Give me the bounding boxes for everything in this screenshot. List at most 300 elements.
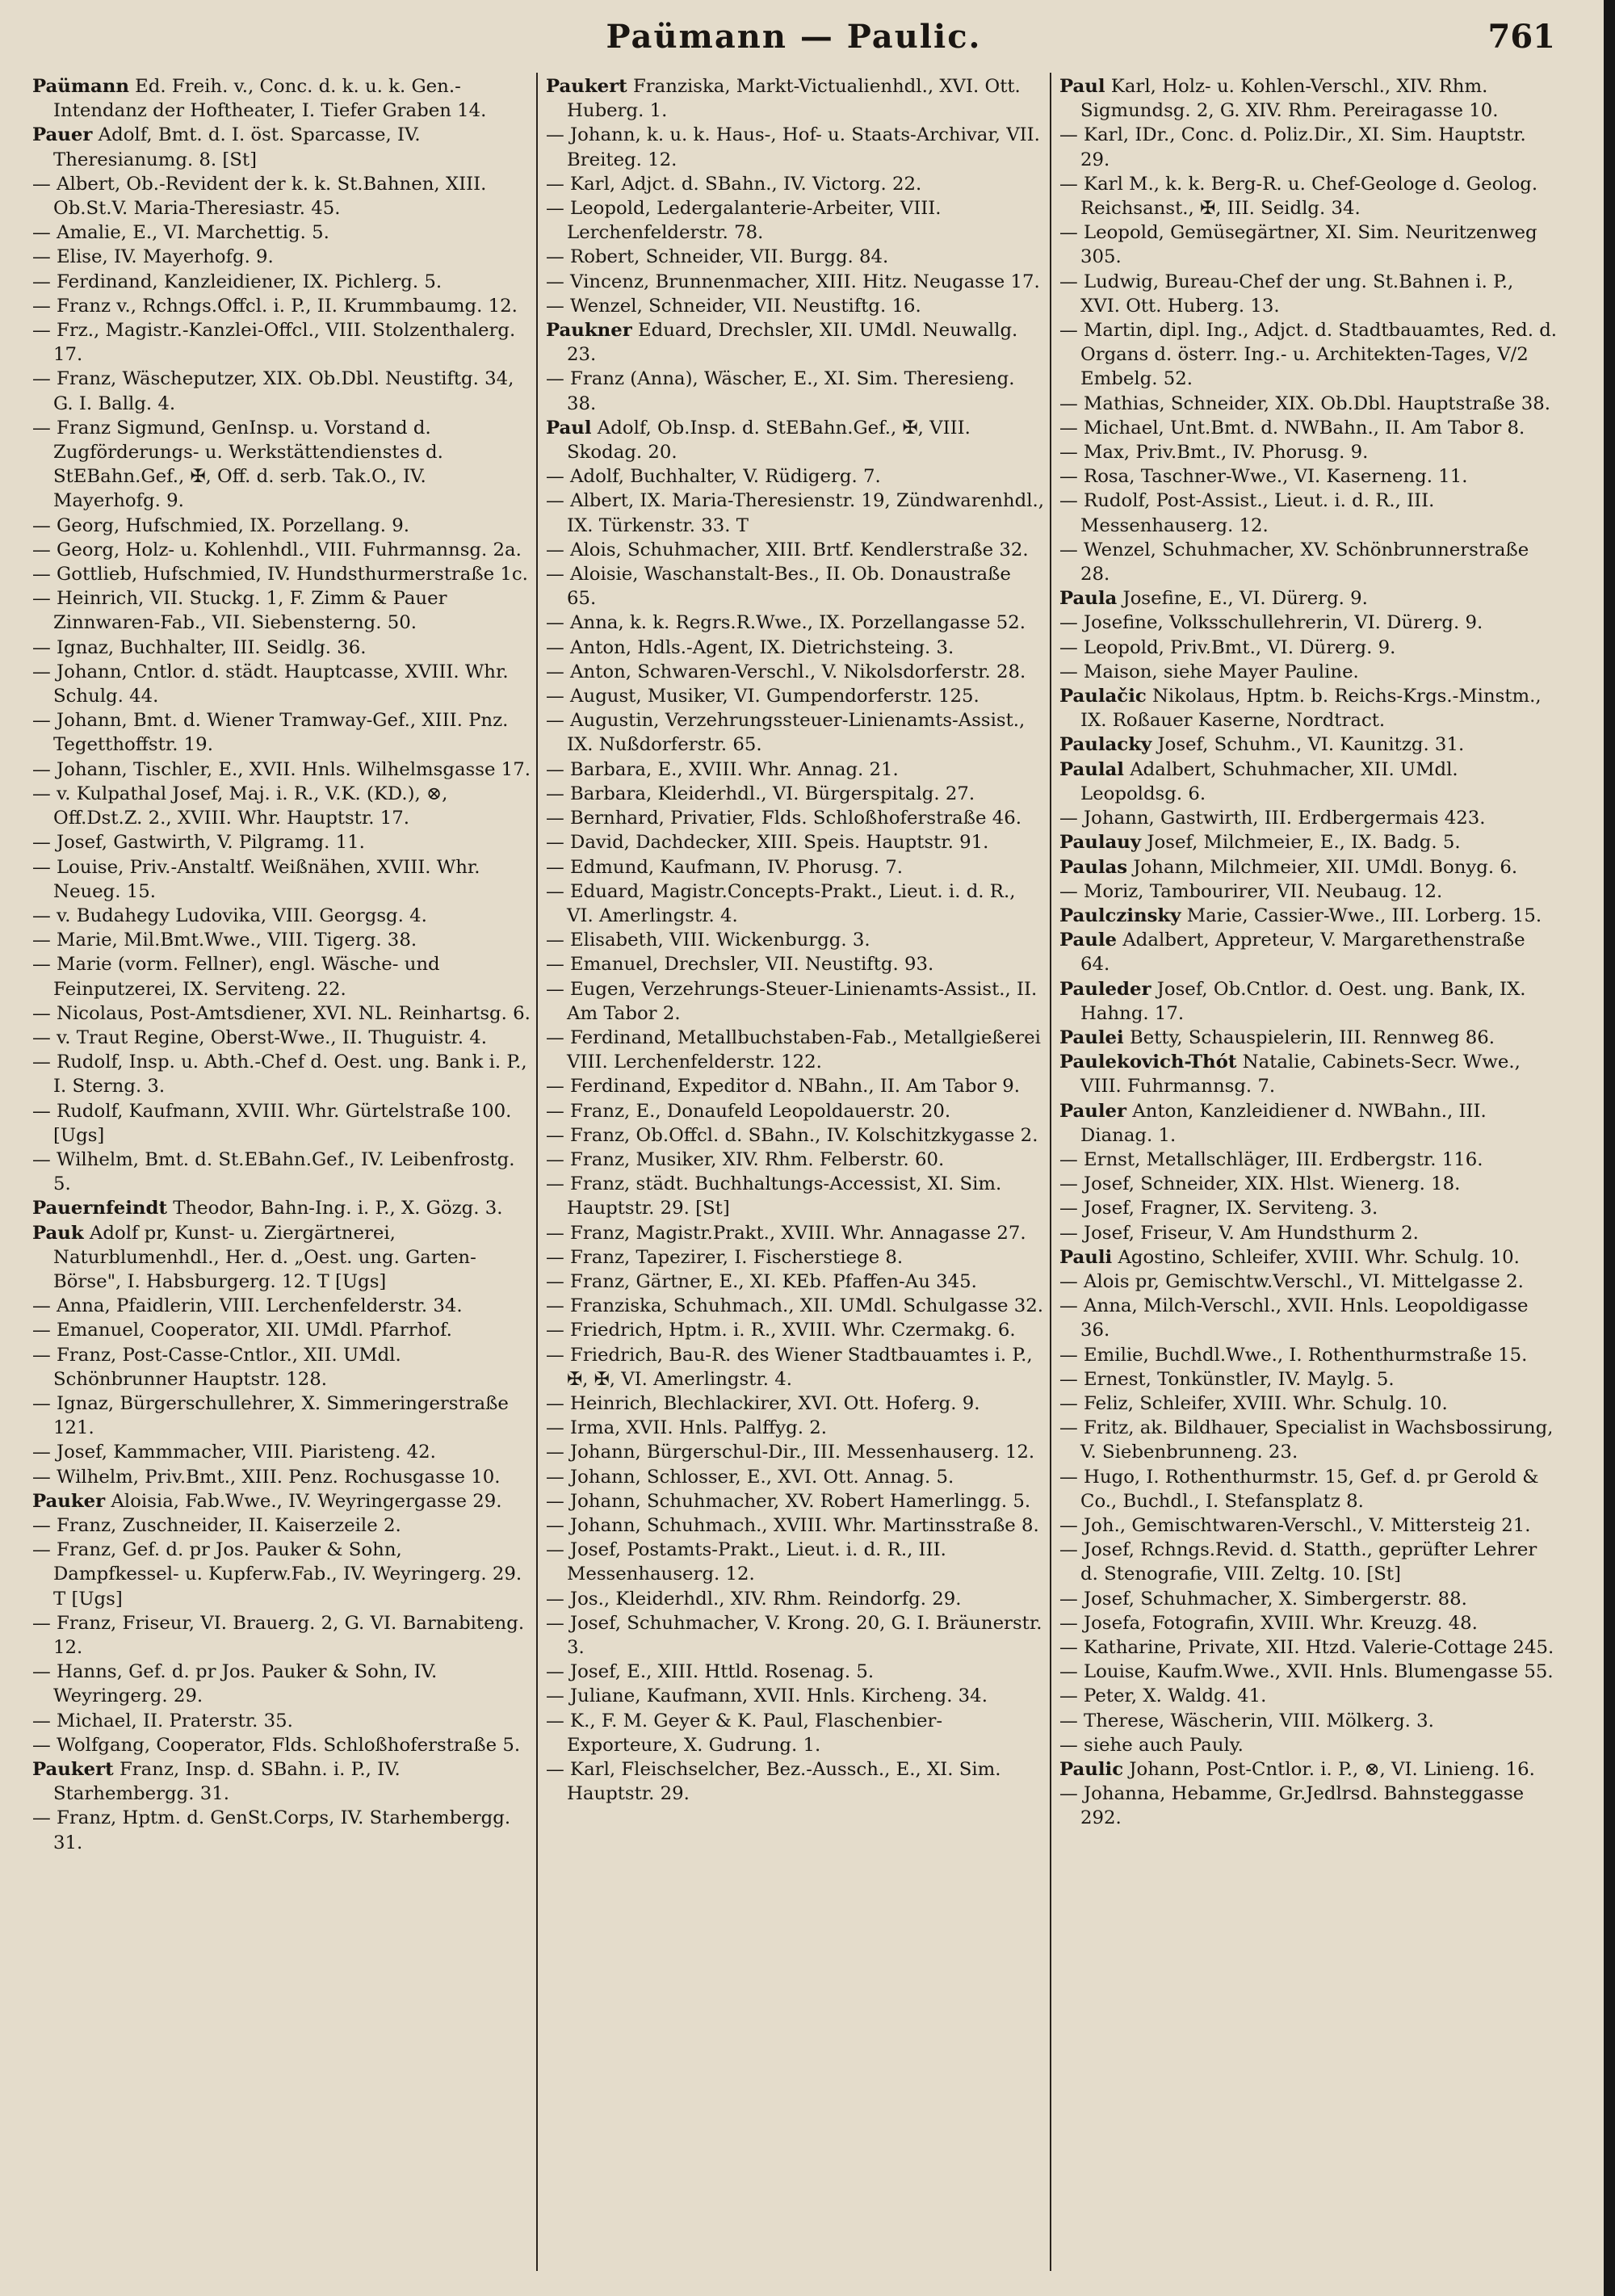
directory-entry [32, 1757, 531, 1806]
directory-entry [1059, 660, 1558, 684]
directory-entry [546, 1465, 1045, 1489]
entry-details: — Michael, Unt.Bmt. d. NWBahn., II. Am Tabor 8. [1059, 417, 1525, 439]
directory-entry [32, 1196, 531, 1220]
directory-entry [1059, 318, 1558, 392]
directory-entry [32, 1709, 531, 1733]
entry-details: — Karl, Adjct. d. SBahn., IV. Victorg. 22. [546, 173, 922, 195]
directory-entry [1059, 977, 1558, 1026]
entry-details: — Robert, Schneider, VII. Burgg. 84. [546, 246, 889, 268]
directory-entry [546, 1611, 1045, 1660]
directory-entry [546, 1123, 1045, 1148]
entry-details: — Karl, IDr., Conc. d. Poliz.Dir., XI. Sim. Hauptstr. 29. [1059, 124, 1526, 170]
column-left [32, 74, 531, 2279]
entry-surname: Paulauy [1059, 832, 1142, 854]
entry-surname: Pauler [1059, 1100, 1127, 1122]
directory-entry [1059, 1416, 1558, 1464]
entry-details: — Franz, Gärtner, E., XI. KEb. Pfaffen-Au 345. [546, 1270, 977, 1292]
directory-entry [1059, 732, 1558, 757]
directory-entry [546, 1587, 1045, 1611]
entry-details: — Josef, Kammmacher, VIII. Piaristeng. 42. [32, 1442, 436, 1463]
entry-details: — Leopold, Gemüsegärtner, XI. Sim. Neuritzenweg 305. [1059, 222, 1537, 268]
entry-details: Josefine, E., VI. Dürerg. 9. [1117, 588, 1368, 610]
directory-entry [32, 270, 531, 294]
directory-entry [32, 367, 531, 415]
directory-entry [32, 1026, 531, 1050]
entry-details: — Franz, Post-Casse-Cntlor., XII. UMdl. Schönbrunner Hauptstr. 128. [32, 1344, 401, 1390]
directory-entry [546, 367, 1045, 415]
entry-details: — Franz, Wäscheputzer, XIX. Ob.Dbl. Neustiftg. 34, G. I. Ballg. 4. [32, 368, 514, 414]
directory-entry [1059, 1245, 1558, 1270]
directory-entry [32, 782, 531, 830]
entry-details: — Ernest, Tonkünstler, IV. Maylg. 5. [1059, 1368, 1395, 1390]
entry-surname: Paukert [546, 76, 627, 97]
directory-entry [546, 977, 1045, 1026]
directory-entry [1059, 489, 1558, 537]
entry-details: Ed. Freih. v., Conc. d. k. u. k. Gen.-Intendanz der Hoftheater, I. Tiefer Graben 14. [53, 76, 487, 122]
directory-entry [546, 782, 1045, 806]
entry-details: — Johann, k. u. k. Haus-, Hof- u. Staats-Archivar, VII. Breiteg. 12. [546, 124, 1040, 170]
entry-details: — Eduard, Magistr.Concepts-Prakt., Lieut. i. d. R., VI. Amerlingstr. 4. [546, 880, 1016, 926]
directory-entry [32, 1465, 531, 1489]
entry-details: — Wolfgang, Cooperator, Flds. Schloßhoferstraße 5. [32, 1734, 521, 1756]
directory-entry [546, 879, 1045, 928]
entry-details: — Wenzel, Schneider, VII. Neustiftg. 16. [546, 295, 921, 317]
entry-details: — Anton, Schwaren-Verschl., V. Nikolsdorferstr. 28. [546, 661, 1026, 682]
entry-details: — v. Kulpathal Josef, Maj. i. R., V.K. (KD.), ⊗, Off.Dst.Z. 2., XVIII. Whr. Hauptstr. 17. [32, 783, 448, 829]
directory-entry [546, 562, 1045, 611]
entry-details: — Rudolf, Kaufmann, XVIII. Whr. Gürtelstraße 100. [Ugs] [32, 1100, 512, 1146]
entry-details: Agostino, Schleifer, XVIII. Whr. Schulg. 10. [1112, 1246, 1520, 1268]
entry-details: — Josef, Schuhmacher, X. Simbergerstr. 88. [1059, 1588, 1467, 1610]
entry-details: — Josef, Postamts-Prakt., Lieut. i. d. R., III. Messenhauserg. 12. [546, 1539, 946, 1585]
entry-details: — Franz Sigmund, GenInsp. u. Vorstand d. Zugförderungs- u. Werkstättendienstes d. StEBahn.Gef., ✠, Off. d. serb. Tak.O., IV. Mayerhofg. 9. [32, 417, 443, 512]
entry-details: — Maison, siehe Mayer Pauline. [1059, 661, 1359, 682]
directory-entry [546, 1148, 1045, 1172]
directory-entry [32, 294, 531, 318]
directory-entry [1059, 1757, 1558, 1782]
directory-entry [546, 1318, 1045, 1342]
entry-details: — Johanna, Hebamme, Gr.Jedlrsd. Bahnsteggasse 292. [1059, 1783, 1525, 1829]
entry-details: — Johann, Schuhmacher, XV. Robert Hamerlingg. 5. [546, 1490, 1031, 1512]
entry-details: — Anna, k. k. Regrs.R.Wwe., IX. Porzellangasse 52. [546, 612, 1026, 634]
entry-details: — Anton, Hdls.-Agent, IX. Dietrichsteing. 3. [546, 636, 954, 658]
entry-surname: Paulei [1059, 1026, 1124, 1048]
directory-entry [546, 830, 1045, 854]
directory-entry [32, 1148, 531, 1196]
directory-entry [546, 855, 1045, 879]
entry-details: — Johann, Bürgerschul-Dir., III. Messenhauserg. 12. [546, 1442, 1035, 1463]
directory-entry [546, 611, 1045, 635]
entry-details: — Franz, Ob.Offcl. d. SBahn., IV. Kolschitzkygasse 2. [546, 1124, 1038, 1146]
entry-details: — Wilhelm, Priv.Bmt., XIII. Penz. Rochusgasse 10. [32, 1466, 501, 1488]
directory-entry [32, 1343, 531, 1391]
directory-entry [546, 74, 1045, 123]
entry-details: Adalbert, Appreteur, V. Margarethenstraße 64. [1080, 930, 1525, 976]
directory-entry [1059, 1513, 1558, 1538]
entry-details: — Bernhard, Privatier, Flds. Schloßhoferstraße 46. [546, 808, 1021, 829]
entry-details: — Alois pr, Gemischtw.Verschl., VI. Mittelgasse 2. [1059, 1270, 1524, 1292]
entry-details: — Franz, E., Donaufeld Leopoldauerstr. 20. [546, 1100, 951, 1122]
entry-details: — Peter, X. Waldg. 41. [1059, 1685, 1267, 1707]
entry-details: — Max, Priv.Bmt., IV. Phorusg. 9. [1059, 442, 1369, 464]
directory-entry [32, 538, 531, 562]
entry-details: Nikolaus, Hptm. b. Reichs-Krgs.-Minstm., IX. Roßauer Kaserne, Nordtract. [1080, 686, 1542, 732]
entry-surname: Paulekovich-Thót [1059, 1051, 1237, 1073]
entry-details: — Josefine, Volksschullehrerin, VI. Dürerg. 9. [1059, 612, 1483, 634]
directory-entry [1059, 1391, 1558, 1416]
entry-details: — Elise, IV. Mayerhofg. 9. [32, 246, 274, 268]
directory-entry [546, 1270, 1045, 1294]
entry-details: — Georg, Holz- u. Kohlenhdl., VIII. Fuhrmannsg. 2a. [32, 539, 522, 560]
entry-details: — Ferdinand, Metallbuchstaben-Fab., Metallgießerei VIII. Lerchenfelderstr. 122. [546, 1026, 1041, 1073]
directory-entry [546, 318, 1045, 367]
directory-entry [546, 270, 1045, 294]
entry-details: — Rudolf, Post-Assist., Lieut. i. d. R., III. Messenhauserg. 12. [1059, 490, 1435, 536]
directory-entry [1059, 1050, 1558, 1098]
directory-entry [32, 562, 531, 586]
entry-details: Natalie, Cabinets-Secr. Wwe., VIII. Fuhrmannsg. 7. [1080, 1051, 1521, 1098]
entry-details: — Friedrich, Hptm. i. R., XVIII. Whr. Czermakg. 6. [546, 1320, 1016, 1341]
entry-details: — Emilie, Buchdl.Wwe., I. Rothenthurmstraße 15. [1059, 1344, 1528, 1366]
directory-entry [32, 708, 531, 757]
entry-surname: Paukner [546, 320, 632, 342]
directory-entry [32, 318, 531, 367]
entry-details: — Georg, Hufschmied, IX. Porzellang. 9. [32, 514, 410, 536]
entry-surname: Pauernfeindt [32, 1198, 167, 1219]
entry-details: — Anna, Milch-Verschl., XVII. Hnls. Leopoldigasse 36. [1059, 1295, 1529, 1341]
directory-entry [32, 904, 531, 928]
entry-details: — Josef, E., XIII. Httld. Rosenag. 5. [546, 1661, 875, 1683]
directory-entry [546, 806, 1045, 830]
directory-entry [546, 1294, 1045, 1318]
entry-details: — Jos., Kleiderhdl., XIV. Rhm. Reindorfg. 29. [546, 1588, 962, 1610]
directory-entry [32, 660, 531, 708]
entry-details: — Frz., Magistr.-Kanzlei-Offcl., VIII. Stolzenthalerg. 17. [32, 320, 516, 366]
directory-entry [1059, 904, 1558, 928]
directory-entry [32, 220, 531, 245]
entry-details: Josef, Milchmeier, E., IX. Badg. 5. [1141, 832, 1461, 854]
directory-entry [1059, 806, 1558, 830]
directory-entry [1059, 1635, 1558, 1660]
entry-details: — Franz v., Rchngs.Offcl. i. P., II. Krummbaumg. 12. [32, 295, 518, 317]
directory-entry [1059, 830, 1558, 854]
entry-details: Karl, Holz- u. Kohlen-Verschl., XIV. Rhm. Sigmundsg. 2, G. XIV. Rhm. Pereiragasse 10. [1080, 76, 1499, 122]
entry-details: Adalbert, Schuhmacher, XII. UMdl. Leopoldsg. 6. [1080, 758, 1458, 804]
entry-details: — Heinrich, Blechlackirer, XVI. Ott. Hoferg. 9. [546, 1392, 980, 1414]
entry-details: — Franz, Gef. d. pr Jos. Pauker & Sohn, Dampfkessel- u. Kupferw.Fab., IV. Weyringerg. 29. T [Ugs] [32, 1539, 522, 1610]
directory-entry [546, 1172, 1045, 1220]
directory-entry [1059, 1733, 1558, 1757]
entry-details: — Franz, städt. Buchhaltungs-Accessist, XI. Sim. Hauptstr. 29. [St] [546, 1173, 1002, 1219]
directory-entry [546, 416, 1045, 464]
entry-surname: Pauer [32, 124, 93, 146]
entry-details: — Franz, Friseur, VI. Brauerg. 2, G. VI. Barnabiteng. 12. [32, 1612, 525, 1658]
entry-details: Adolf pr, Kunst- u. Ziergärtnerei, Naturblumenhdl., Her. d. „Oest. ung. Garten-Börse", I. Habsburgerg. 12. T [Ugs] [53, 1222, 476, 1292]
directory-entry [1059, 1587, 1558, 1611]
page-title: Paümann — Paulic. [606, 18, 982, 56]
entry-details: — Franz, Hptm. d. GenSt.Corps, IV. Starhembergg. 31. [32, 1807, 511, 1853]
entry-details: Josef, Schuhm., VI. Kaunitzg. 31. [1151, 734, 1465, 756]
entry-details: — Irma, XVII. Hnls. Palffyg. 2. [546, 1417, 827, 1439]
entry-details: Johann, Milchmeier, XII. UMdl. Bonyg. 6. [1127, 856, 1518, 878]
entry-details: — Mathias, Schneider, XIX. Ob.Dbl. Hauptstraße 38. [1059, 392, 1551, 414]
directory-entry [546, 1513, 1045, 1538]
directory-entry [1059, 464, 1558, 489]
entry-details: — Josef, Rchngs.Revid. d. Statth., geprüfter Lehrer d. Stenografie, VIII. Zeltg. 10. [St] [1059, 1539, 1537, 1585]
entry-details: — Rudolf, Insp. u. Abth.-Chef d. Oest. ung. Bank i. P., I. Sterng. 3. [32, 1051, 527, 1098]
directory-entry [32, 636, 531, 660]
directory-entry [546, 1489, 1045, 1513]
directory-entry [1059, 220, 1558, 269]
directory-entry [32, 1318, 531, 1342]
directory-entry [1059, 879, 1558, 904]
entry-details: — Albert, IX. Maria-Theresienstr. 19, Zündwarenhdl., IX. Türkenstr. 33. T [546, 490, 1044, 536]
entry-details: — siehe auch Pauly. [1059, 1734, 1244, 1756]
entry-details: — Augustin, Verzehrungssteuer-Linienamts-Assist., IX. Nußdorferstr. 65. [546, 710, 1026, 756]
directory-entry [546, 952, 1045, 976]
entry-details: — Karl, Fleischselcher, Bez.-Aussch., E., XI. Sim. Hauptstr. 29. [546, 1759, 1001, 1805]
directory-entry [32, 1391, 531, 1440]
entry-details: — Michael, II. Praterstr. 35. [32, 1710, 293, 1731]
entry-details: — Franz (Anna), Wäscher, E., XI. Sim. Theresieng. 38. [546, 368, 1015, 414]
directory-entry [1059, 1172, 1558, 1196]
entry-details: — Ignaz, Buchhalter, III. Seidlg. 36. [32, 636, 367, 658]
entry-details: — Ferdinand, Kanzleidiener, IX. Pichlerg. 5. [32, 271, 443, 292]
entry-details: Marie, Cassier-Wwe., III. Lorberg. 15. [1181, 905, 1542, 926]
entry-details: — K., F. M. Geyer & K. Paul, Flaschenbier-Exporteure, X. Gudrung. 1. [546, 1710, 943, 1756]
entry-details: — Anna, Pfaidlerin, VIII. Lerchenfelderstr. 34. [32, 1295, 463, 1317]
directory-entry [32, 1294, 531, 1318]
directory-entry [546, 538, 1045, 562]
directory-entry [32, 1660, 531, 1708]
entry-surname: Pauk [32, 1222, 84, 1244]
entry-surname: Pauker [32, 1490, 106, 1512]
entry-details: — Wenzel, Schuhmacher, XV. Schönbrunnerstraße 28. [1059, 539, 1529, 586]
directory-entry [32, 1440, 531, 1464]
directory-entry [1059, 123, 1558, 171]
column-middle [546, 74, 1045, 2279]
entry-details: — Louise, Priv.-Anstaltf. Weißnähen, XVIII. Whr. Neueg. 15. [32, 856, 480, 902]
directory-entry [32, 1489, 531, 1513]
entry-details: — Therese, Wäscherin, VIII. Mölkerg. 3. [1059, 1710, 1434, 1731]
directory-entry [32, 1513, 531, 1538]
entry-details: — Alois, Schuhmacher, XIII. Brtf. Kendlerstraße 32. [546, 539, 1029, 560]
entry-details: — Marie (vorm. Fellner), engl. Wäsche- und Feinputzerei, IX. Serviteng. 22. [32, 954, 440, 1000]
entry-details: — Franz, Musiker, XIV. Rhm. Felberstr. 60. [546, 1148, 945, 1170]
entry-details: — Amalie, E., VI. Marchettig. 5. [32, 222, 329, 244]
entry-details: — Moriz, Tambourirer, VII. Neubaug. 12. [1059, 880, 1443, 902]
directory-entry [546, 196, 1045, 245]
entry-details: — Josefa, Fotografin, XVIII. Whr. Kreuzg. 48. [1059, 1612, 1478, 1634]
directory-entry [32, 928, 531, 952]
entry-details: Anton, Kanzleidiener d. NWBahn., III. Dianag. 1. [1080, 1100, 1487, 1146]
directory-entry [546, 1660, 1045, 1684]
entry-details: — Franziska, Schuhmach., XII. UMdl. Schulgasse 32. [546, 1295, 1044, 1317]
entry-surname: Paukert [32, 1759, 114, 1781]
directory-entry [546, 708, 1045, 757]
entry-details: — Vincenz, Brunnenmacher, XIII. Hitz. Neugasse 17. [546, 271, 1040, 292]
directory-entry [1059, 440, 1558, 464]
directory-entry [546, 464, 1045, 489]
directory-entry [546, 489, 1045, 537]
entry-details: Eduard, Drechsler, XII. UMdl. Neuwallg. 23. [567, 320, 1018, 366]
entry-details: — Josef, Fragner, IX. Serviteng. 3. [1059, 1198, 1378, 1219]
entry-details: Adolf, Ob.Insp. d. StEBahn.Gef., ✠, VIII. Skodag. 20. [567, 417, 971, 464]
entry-details: — Johann, Schlosser, E., XVI. Ott. Annag. 5. [546, 1466, 954, 1488]
entry-details: Betty, Schauspielerin, III. Rennweg 86. [1123, 1026, 1495, 1048]
directory-entry [32, 1733, 531, 1757]
entry-surname: Paul [1059, 76, 1105, 97]
directory-entry [546, 1026, 1045, 1074]
entry-details: — Josef, Friseur, V. Am Hundsthurm 2. [1059, 1222, 1419, 1244]
directory-entry [546, 294, 1045, 318]
entry-details: — Leopold, Ledergalanterie-Arbeiter, VIII. Lerchenfelderstr. 78. [546, 198, 942, 244]
entry-details: — Heinrich, VII. Stuckg. 1, F. Zimm & Pauer Zinnwaren-Fab., VII. Siebensterng. 50. [32, 588, 447, 634]
directory-entry [1059, 855, 1558, 879]
entry-details: — Gottlieb, Hufschmied, IV. Hundsthurmerstraße 1c. [32, 564, 528, 586]
directory-entry [32, 952, 531, 1001]
directory-entry [32, 416, 531, 514]
entry-details: Franziska, Markt-Victualienhdl., XVI. Ott. Huberg. 1. [567, 76, 1021, 122]
directory-entry [546, 1684, 1045, 1708]
entry-details: — August, Musiker, VI. Gumpendorferstr. 125. [546, 686, 979, 707]
entry-details: — Feliz, Schleifer, XVIII. Whr. Schulg. 10. [1059, 1392, 1448, 1414]
entry-details: — Karl M., k. k. Berg-R. u. Chef-Geologe d. Geolog. Reichsanst., ✠, III. Seidlg. 34. [1059, 173, 1538, 220]
entry-details: — Hanns, Gef. d. pr Jos. Pauker & Sohn, IV. Weyringerg. 29. [32, 1661, 438, 1707]
directory-entry [1059, 1221, 1558, 1245]
entry-surname: Paule [1059, 930, 1118, 951]
entry-surname: Paula [1059, 588, 1118, 610]
directory-entry [546, 1099, 1045, 1123]
entry-details: — Adolf, Buchhalter, V. Rüdigerg. 7. [546, 466, 881, 488]
directory-entry [546, 172, 1045, 196]
entry-details: — Elisabeth, VIII. Wickenburgg. 3. [546, 930, 870, 951]
entry-details: — Johann, Bmt. d. Wiener Tramway-Gef., XIII. Pnz. Tegetthoffstr. 19. [32, 710, 509, 756]
directory-entry [1059, 1343, 1558, 1367]
entry-details: — Friedrich, Bau-R. des Wiener Stadtbauamtes i. P., ✠, ✠, VI. Amerlingstr. 4. [546, 1344, 1033, 1390]
entry-details: — v. Budahegy Ludovika, VIII. Georgsg. 4. [32, 905, 427, 926]
directory-entry [1059, 172, 1558, 220]
directory-entry [546, 1709, 1045, 1757]
entry-surname: Pauli [1059, 1246, 1113, 1268]
entry-details: — Barbara, Kleiderhdl., VI. Bürgerspitalg. 27. [546, 783, 975, 804]
directory-entry [546, 1416, 1045, 1440]
directory-entry [1059, 758, 1558, 806]
entry-surname: Paul [546, 417, 592, 439]
directory-entry [32, 74, 531, 123]
entry-details: — Albert, Ob.-Revident der k. k. St.Bahnen, XIII. Ob.St.V. Maria-Theresiastr. 45. [32, 173, 487, 220]
entry-details: Franz, Insp. d. SBahn. i. P., IV. Starhembergg. 31. [53, 1759, 401, 1805]
directory-entry [546, 636, 1045, 660]
directory-entry [1059, 1099, 1558, 1148]
entry-details: — Emanuel, Cooperator, XII. UMdl. Pfarrhof. [32, 1320, 452, 1341]
entry-surname: Paulas [1059, 856, 1128, 878]
directory-entry [1059, 1270, 1558, 1294]
entry-details: Josef, Ob.Cntlor. d. Oest. ung. Bank, IX. Hahng. 17. [1080, 978, 1526, 1024]
entry-details: — Barbara, E., XVIII. Whr. Annag. 21. [546, 758, 899, 780]
directory-entry [32, 855, 531, 904]
directory-entry [32, 1611, 531, 1660]
entry-details: — Josef, Schuhmacher, V. Krong. 20, G. I. Bräunerstr. 3. [546, 1612, 1042, 1658]
entry-details: — Johann, Tischler, E., XVII. Hnls. Wilhelmsgasse 17. [32, 758, 531, 780]
directory-entry [1059, 270, 1558, 318]
directory-entry [1059, 1684, 1558, 1708]
directory-entry [1059, 1709, 1558, 1733]
directory-entry [32, 1001, 531, 1026]
directory-entry [1059, 1538, 1558, 1586]
directory-entry [546, 1343, 1045, 1391]
entry-details: — Nicolaus, Post-Amtsdiener, XVI. NL. Reinhartsg. 6. [32, 1002, 531, 1024]
entry-details: — Josef, Schneider, XIX. Hlst. Wienerg. 18. [1059, 1173, 1461, 1195]
column-right [1059, 74, 1558, 2279]
directory-entry [1059, 74, 1558, 123]
entry-details: — v. Traut Regine, Oberst-Wwe., II. Thuguistr. 4. [32, 1026, 487, 1048]
directory-entry [32, 1050, 531, 1098]
entry-details: — Franz, Tapezirer, I. Fischerstiege 8. [546, 1246, 904, 1268]
column-divider [536, 73, 538, 2271]
directory-entry [1059, 611, 1558, 635]
directory-entry [32, 830, 531, 854]
entry-details: — Martin, dipl. Ing., Adjct. d. Stadtbauamtes, Red. d. Organs d. österr. Ing.- u. Architekten-Tages, V/2 Embelg. 52. [1059, 320, 1558, 390]
entry-details: — Marie, Mil.Bmt.Wwe., VIII. Tigerg. 38. [32, 930, 417, 951]
entry-surname: Paulačic [1059, 686, 1147, 707]
entry-details: — Edmund, Kaufmann, IV. Phorusg. 7. [546, 856, 903, 878]
directory-entry [1059, 1196, 1558, 1220]
directory-entry [32, 1538, 531, 1611]
entry-details: Aloisia, Fab.Wwe., IV. Weyringergasse 29. [105, 1490, 502, 1512]
entry-details: — David, Dachdecker, XIII. Speis. Hauptstr. 91. [546, 832, 989, 854]
entry-details: Johann, Post-Cntlor. i. P., ⊗, VI. Linieng. 16. [1123, 1759, 1535, 1781]
entry-details: — Johann, Gastwirth, III. Erdbergermais 423. [1059, 808, 1486, 829]
entry-details: — Ludwig, Bureau-Chef der ung. St.Bahnen i. P., XVI. Ott. Huberg. 13. [1059, 271, 1514, 317]
column-divider [1050, 73, 1051, 2271]
directory-entry [32, 586, 531, 635]
directory-entry [546, 245, 1045, 269]
directory-entry [1059, 1782, 1558, 1830]
entry-details: — Katharine, Private, XII. Htzd. Valerie-Cottage 245. [1059, 1637, 1554, 1658]
entry-details: — Josef, Gastwirth, V. Pilgramg. 11. [32, 832, 365, 854]
directory-entry [546, 1074, 1045, 1098]
entry-surname: Paulal [1059, 758, 1124, 780]
directory-entry [546, 1538, 1045, 1586]
entry-details: — Wilhelm, Bmt. d. St.EBahn.Gef., IV. Leibenfrostg. 5. [32, 1148, 515, 1195]
directory-entry [546, 928, 1045, 952]
entry-details: — Johann, Schuhmach., XVIII. Whr. Martinsstraße 8. [546, 1514, 1039, 1536]
running-head [32, 18, 1555, 61]
directory-entry [1059, 1660, 1558, 1684]
entry-details: — Aloisie, Waschanstalt-Bes., II. Ob. Donaustraße 65. [546, 564, 1011, 610]
directory-entry [1059, 1611, 1558, 1635]
entry-details: — Rosa, Taschner-Wwe., VI. Kaserneng. 11. [1059, 466, 1468, 488]
directory-entry [32, 1806, 531, 1854]
directory-entry [1059, 1148, 1558, 1172]
entry-surname: Paulacky [1059, 734, 1152, 756]
directory-entry [546, 1245, 1045, 1270]
entry-surname: Pauleder [1059, 978, 1151, 1000]
entry-details: — Juliane, Kaufmann, XVII. Hnls. Kircheng. 34. [546, 1685, 988, 1707]
directory-entry [1059, 392, 1558, 416]
entry-surname: Paümann [32, 76, 129, 97]
entry-details: — Louise, Kaufm.Wwe., XVII. Hnls. Blumengasse 55. [1059, 1661, 1554, 1683]
directory-entry [1059, 1367, 1558, 1391]
directory-entry [32, 123, 531, 171]
directory-entry [1059, 538, 1558, 586]
entry-details: — Ferdinand, Expeditor d. NBahn., II. Am Tabor 9. [546, 1076, 1020, 1098]
directory-entry [546, 123, 1045, 171]
directory-entry [546, 684, 1045, 708]
directory-entry [1059, 586, 1558, 611]
directory-entry [32, 514, 531, 538]
